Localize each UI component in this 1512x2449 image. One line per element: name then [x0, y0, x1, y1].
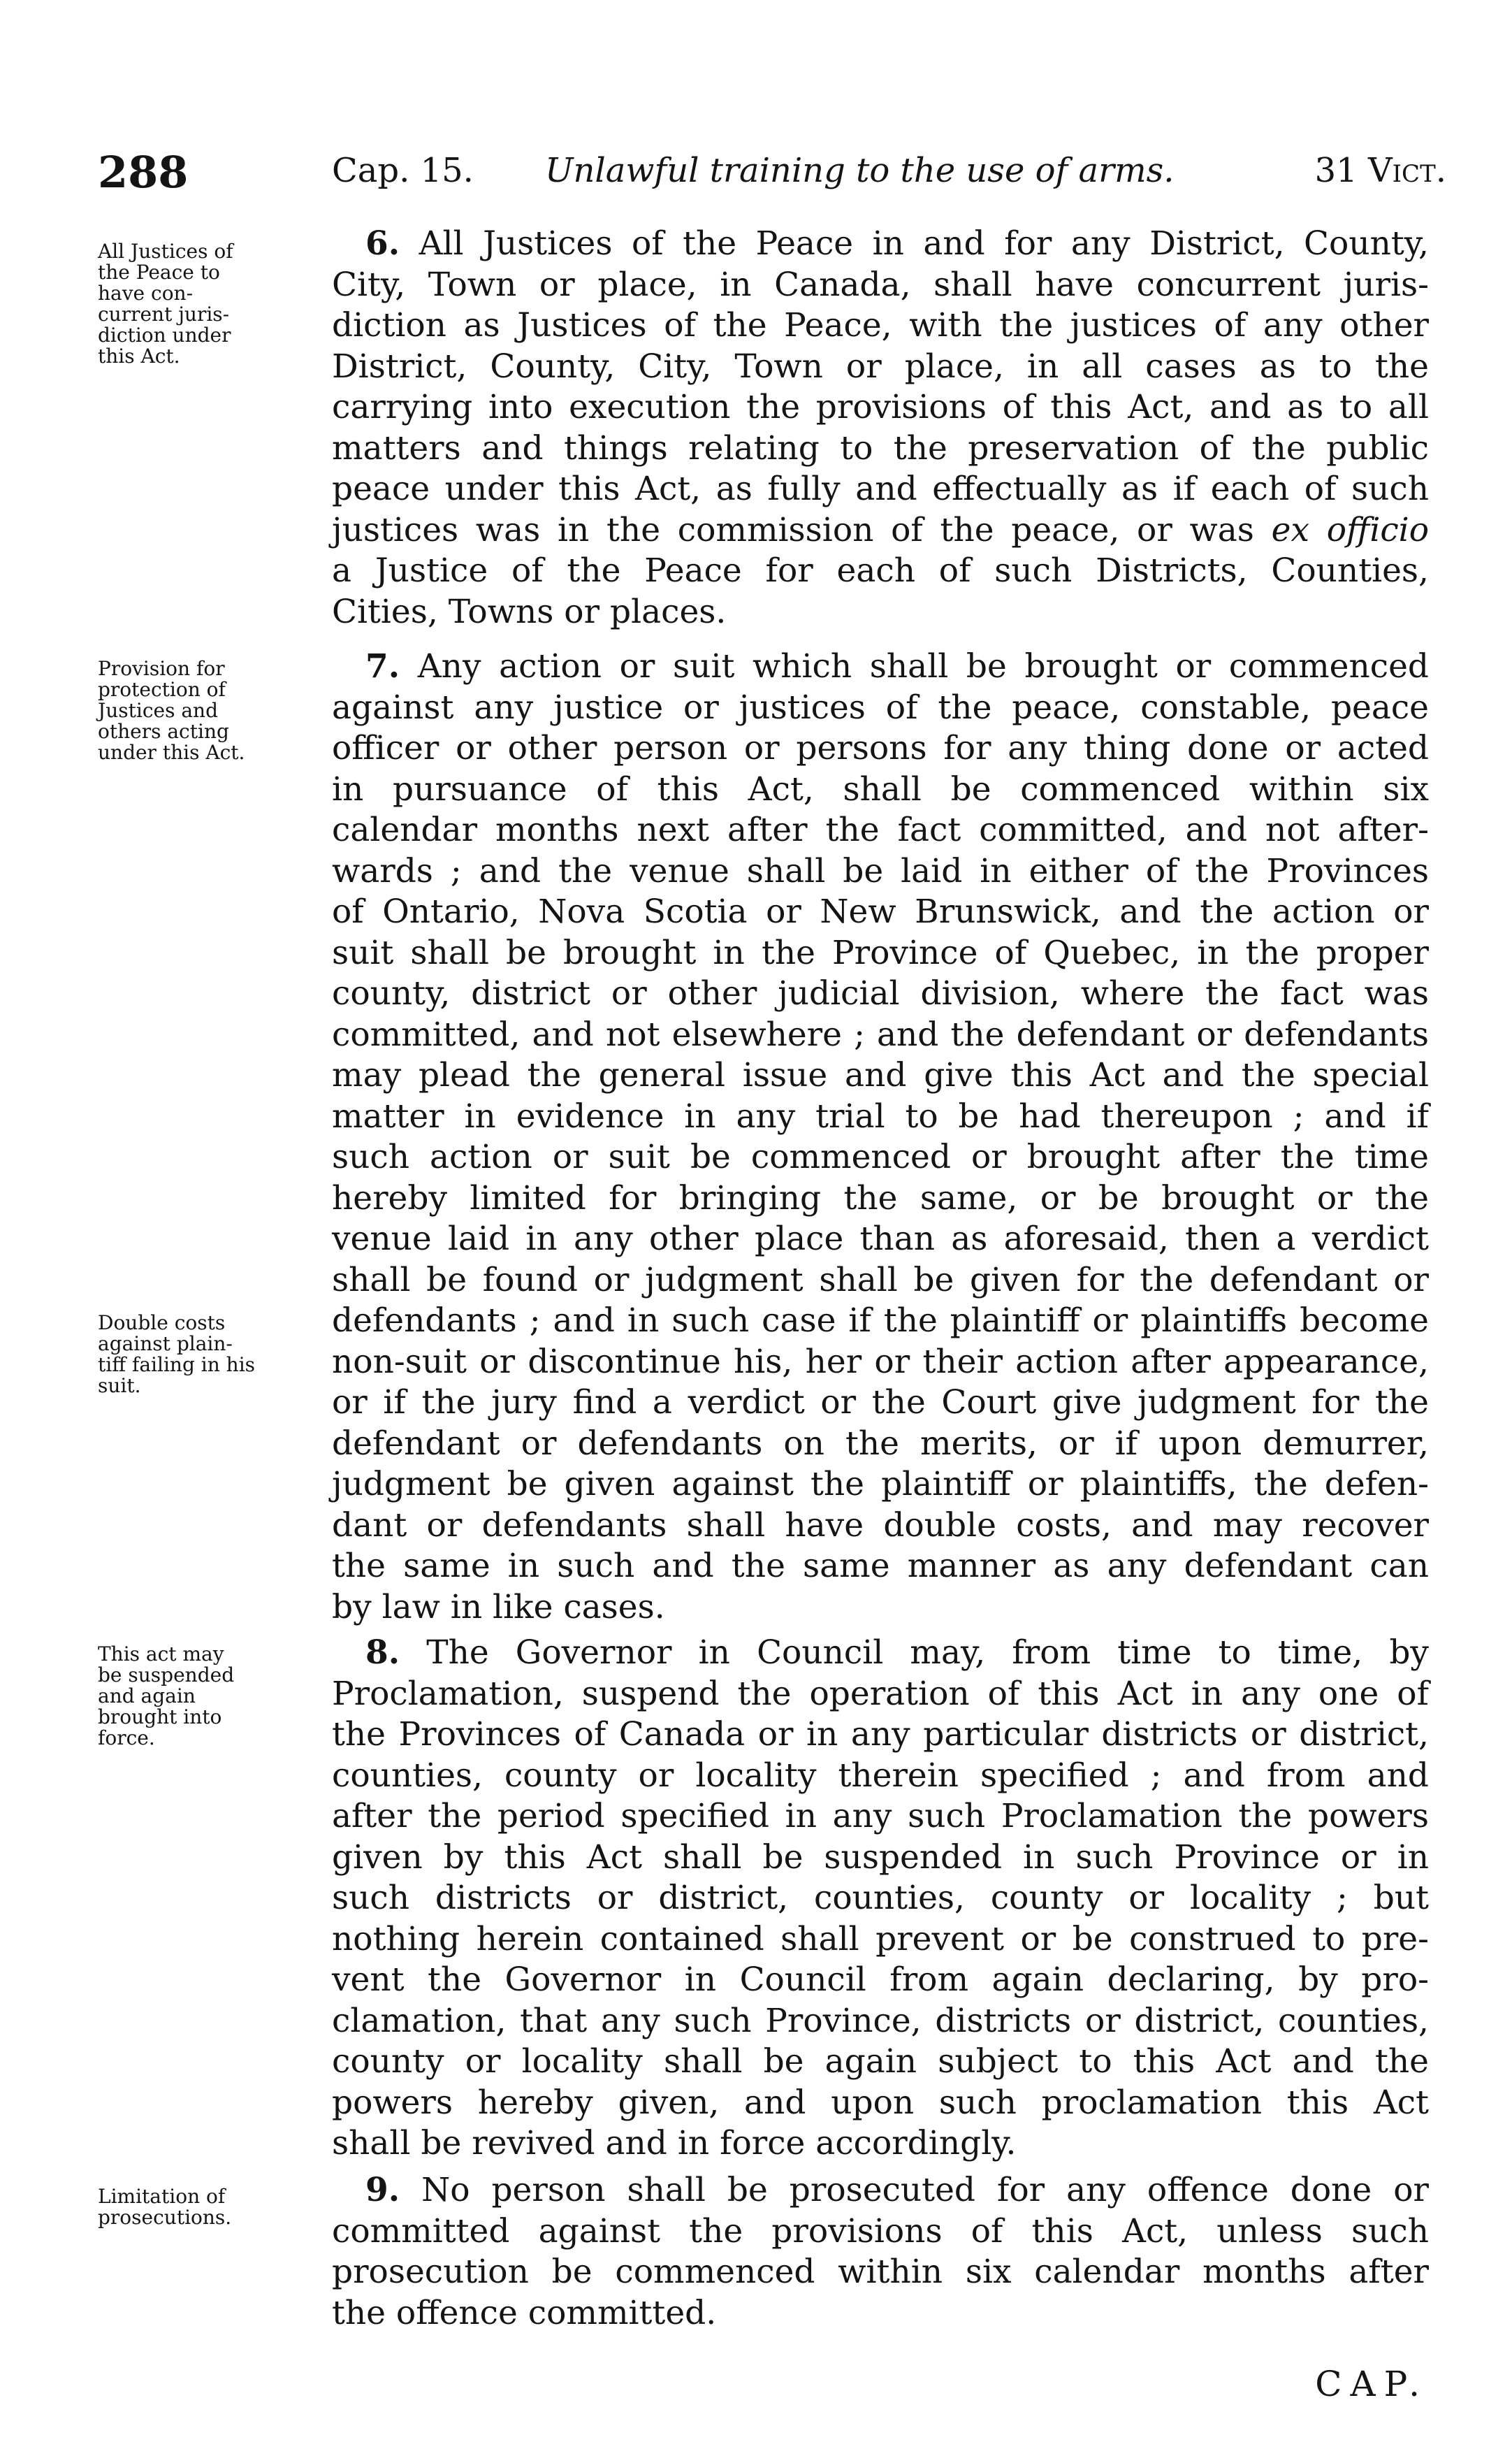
text-line: 6. All Justices of the Peace in and for any District, County, [365, 224, 1429, 263]
section-number: 8. [365, 1633, 400, 1672]
latin-phrase: ex officio [1271, 510, 1429, 549]
section-number: 6. [365, 224, 400, 263]
text-line: such districts or district, counties, county or locality ; but [332, 1879, 1429, 1917]
marginal-line: brought into [98, 1705, 222, 1728]
text-line: wards ; and the venue shall be laid in either of the Provinces [332, 851, 1429, 890]
text-line: given by this Act shall be suspended in such Province or in [332, 1837, 1429, 1877]
text-line: shall be revived and in force accordingly. [332, 2124, 1017, 2162]
marginal-line: be suspended [98, 1663, 235, 1686]
marginal-line: force. [98, 1726, 155, 1749]
marginal-line: diction under [98, 324, 231, 347]
text-line: shall be found or judgment shall be given for the defendant or [332, 1260, 1429, 1299]
text-line: county, district or other judicial division, where the fact was [332, 974, 1429, 1013]
regnal-year [1315, 151, 1446, 190]
marginal-line: Justices and [98, 699, 219, 722]
marginal-note [98, 2186, 335, 2228]
text-line: judgment be given against the plaintiff or plaintiffs, the defen- [332, 1465, 1429, 1503]
marginal-line: this Act. [98, 345, 180, 368]
marginal-line: current juris- [98, 303, 230, 326]
section-text [332, 646, 1429, 1628]
text-line: justices was in the commission of the peace, or was ex officio [332, 510, 1429, 549]
text-line: carrying into execution the provisions of this Act, and as to all [332, 388, 1429, 426]
marginal-line: under this Act. [98, 741, 245, 764]
text-line: Cities, Towns or places. [332, 592, 727, 631]
text-line: District, County, City, Town or place, in all cases as to the [332, 347, 1429, 386]
marginal-line: and again [98, 1684, 196, 1707]
text-line: calendar months next after the fact committed, and not after- [332, 811, 1429, 849]
text-line: of Ontario, Nova Scotia or New Brunswick, and the action or [332, 893, 1429, 931]
text-line: defendant or defendants on the merits, or if upon demurrer, [332, 1424, 1429, 1463]
text-line: diction as Justices of the Peace, with the justices of any other [332, 306, 1429, 345]
text-line: City, Town or place, in Canada, shall have concurrent juris- [332, 265, 1429, 304]
marginal-line: the Peace to [98, 261, 220, 284]
text-line: officer or other person or persons for any thing done or acted [332, 729, 1429, 767]
text-line: the same in such and the same manner as any defendant can [332, 1547, 1429, 1585]
marginal-line: protection of [98, 678, 226, 701]
text-line: such action or suit be commenced or brought after the time [332, 1138, 1429, 1176]
text-line: 9. No person shall be prosecuted for any offence done or [365, 2171, 1429, 2209]
section-text [332, 224, 1429, 633]
section-number: 9. [365, 2171, 400, 2209]
marginal-line: prosecutions. [98, 2206, 232, 2229]
marginal-line: This act may [98, 1642, 224, 1666]
text-line: in pursuance of this Act, shall be commenced within six [332, 770, 1429, 809]
regnal-number: 31 [1314, 151, 1358, 190]
text-line: the Provinces of Canada or in any particular districts or district, [332, 1715, 1429, 1754]
text-line: committed, and not elsewhere ; and the defendant or defendants [332, 1015, 1429, 1054]
marginal-line: against plain- [98, 1332, 233, 1355]
text-line: Proclamation, suspend the operation of this Act in any one of [332, 1674, 1429, 1713]
running-title: Unlawful training to the use of arms. [545, 151, 1175, 190]
text-line: peace under this Act, as fully and effectually as if each of such [332, 470, 1429, 508]
marginal-line: All Justices of [98, 240, 233, 263]
text-line: non-suit or discontinue his, her or their action after appearance, [332, 1342, 1429, 1381]
text-line: matters and things relating to the preservation of the public [332, 428, 1429, 468]
regnal-word: Vict. [1367, 151, 1446, 190]
text-line: a Justice of the Peace for each of such Districts, Counties, [332, 551, 1429, 590]
section-text [332, 2170, 1429, 2334]
marginal-line: suit. [98, 1374, 141, 1397]
marginal-line: have con- [98, 282, 194, 305]
text-line: county or locality shall be again subject to this Act and the [332, 2042, 1429, 2081]
text-line: matter in evidence in any trial to be had thereupon ; and if [332, 1097, 1429, 1136]
marginal-note [98, 658, 335, 763]
text-line: prosecution be commenced within six calendar months after [332, 2253, 1429, 2291]
text-line: 7. Any action or suit which shall be brought or commenced [365, 647, 1429, 686]
running-header [98, 147, 1446, 203]
text-line: nothing herein contained shall prevent or be construed to pre- [332, 1919, 1429, 1958]
text-line: the offence committed. [332, 2293, 717, 2332]
text-line: vent the Governor in Council from again declaring, by pro- [332, 1960, 1429, 1999]
text-line: against any justice or justices of the peace, constable, peace [332, 688, 1429, 727]
section-text [332, 1633, 1429, 2165]
text-line: hereby limited for bringing the same, or be brought or the [332, 1178, 1429, 1218]
text-line: by law in like cases. [332, 1587, 665, 1626]
text-line: clamation, that any such Province, districts or district, counties, [332, 2001, 1429, 2040]
text-line: defendants ; and in such case if the plaintiff or plaintiffs become [332, 1301, 1429, 1340]
text-line: after the period specified in any such Proclamation the powers [332, 1797, 1429, 1835]
text-line: or if the jury find a verdict or the Court give judgment for the [332, 1383, 1429, 1422]
text-line: counties, county or locality therein specified ; and from and [332, 1756, 1429, 1795]
page-number: 288 [98, 147, 189, 198]
marginal-line: Limitation of [98, 2185, 226, 2208]
marginal-note [98, 1644, 335, 1749]
text-line: dant or defendants shall have double costs, and may recover [332, 1505, 1429, 1545]
text-line: powers hereby given, and upon such proclamation this Act [332, 2083, 1429, 2122]
marginal-line: Double costs [98, 1311, 226, 1334]
marginal-line: others acting [98, 720, 229, 743]
text-line: suit shall be brought in the Province of Quebec, in the proper [332, 933, 1429, 972]
text-line: committed against the provisions of this Act, unless such [332, 2211, 1429, 2251]
marginal-line: Provision for [98, 657, 225, 680]
marginal-note-double-costs [98, 1313, 335, 1396]
catchword: CAP. [1315, 2364, 1428, 2404]
chapter-number: Cap. 15. [332, 151, 474, 190]
text-line: 8. The Governor in Council may, from time to time, by [365, 1633, 1429, 1672]
section-number: 7. [365, 647, 400, 686]
text-line: venue laid in any other place than as aforesaid, then a verdict [332, 1220, 1429, 1258]
text-line: may plead the general issue and give this Act and the special [332, 1056, 1429, 1095]
marginal-note [98, 241, 335, 367]
marginal-line: tiff failing in his [98, 1353, 256, 1376]
